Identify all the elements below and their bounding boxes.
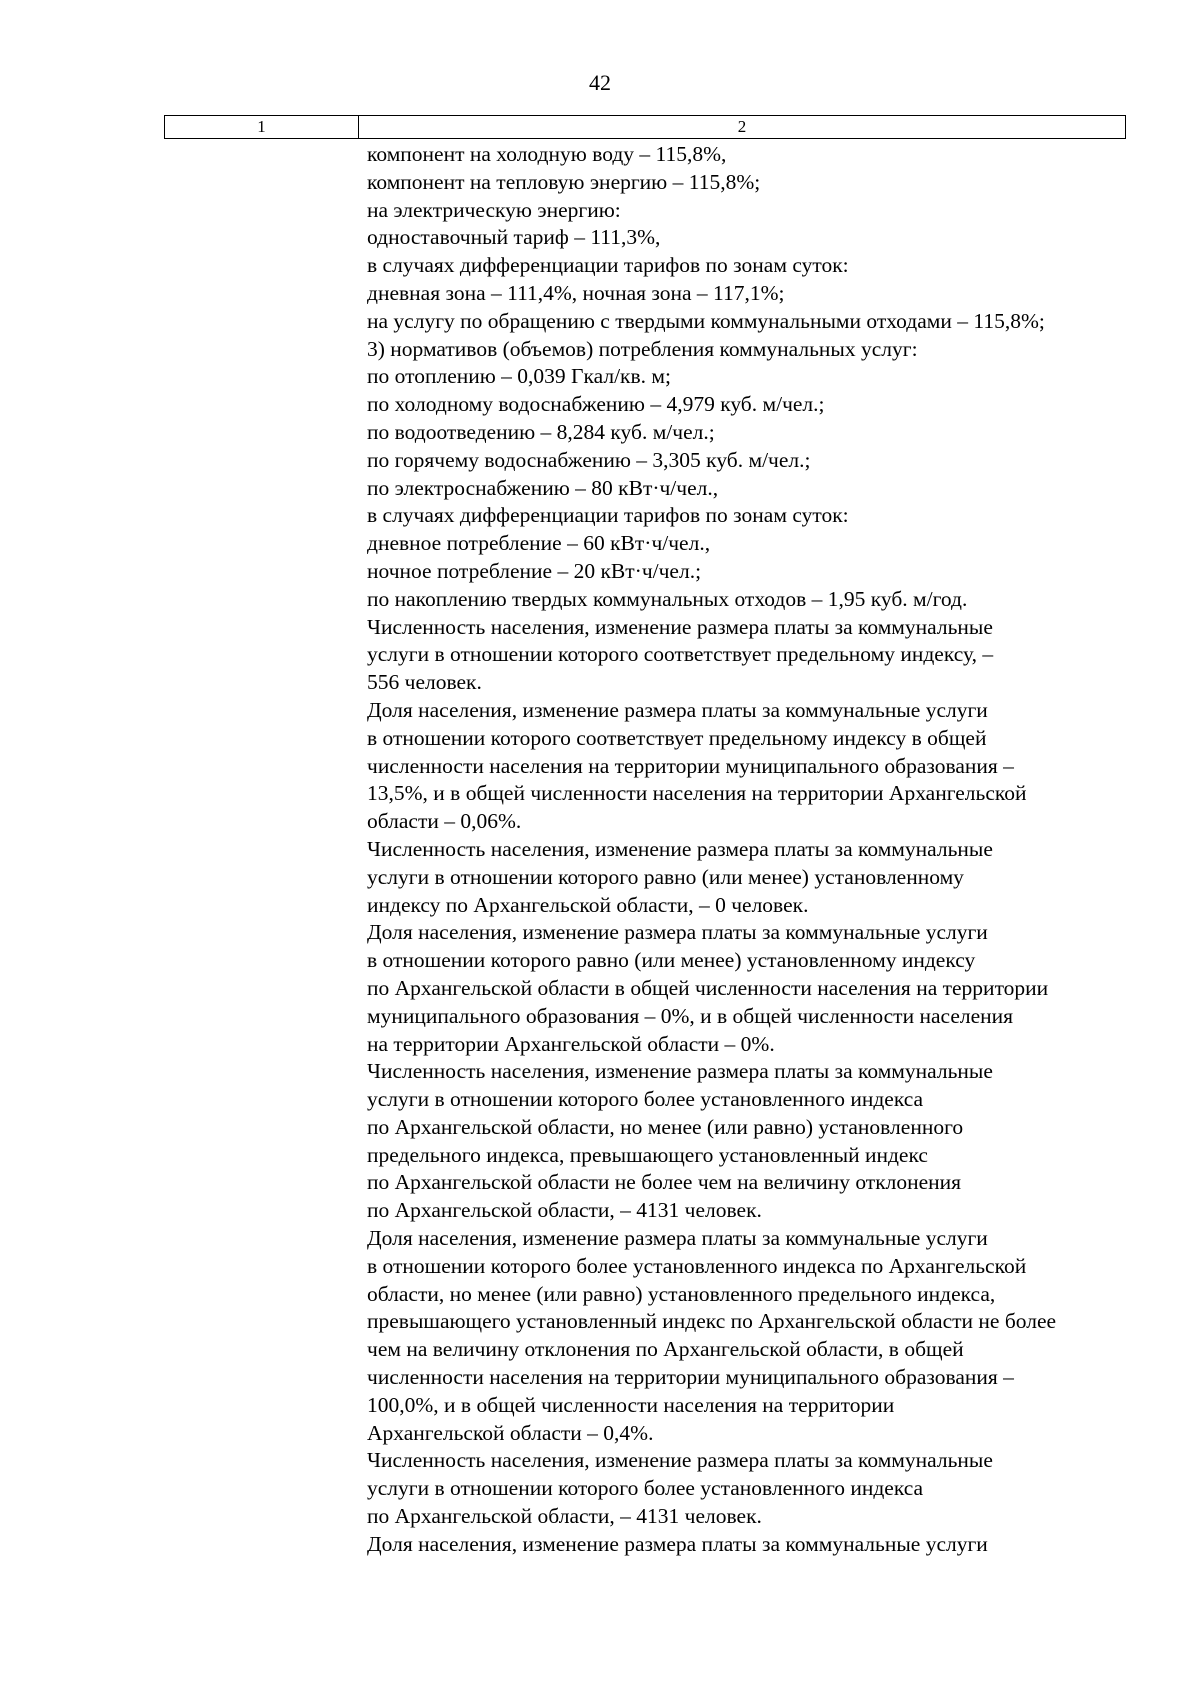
text-line: Численность населения, изменение размера платы за коммунальные	[367, 614, 993, 639]
text-line: Численность населения, изменение размера платы за коммунальные	[367, 1448, 993, 1473]
text-line: компонент на тепловую энергию – 115,8%;	[367, 169, 761, 194]
text-line: 100,0%, и в общей численности населения на территории	[367, 1392, 895, 1417]
text-line: по Архангельской области не более чем на величину отклонения	[367, 1170, 962, 1195]
text-line: 13,5%, и в общей численности населения на территории Архангельской	[367, 781, 1027, 806]
text-line: 556 человек.	[367, 670, 482, 695]
text-line: по холодному водоснабжению – 4,979 куб. м/чел.;	[367, 392, 825, 417]
document-body	[367, 141, 1147, 1559]
text-line: одноставочный тариф – 111,3%,	[367, 225, 661, 250]
text-line: в отношении которого более установленного индекса по Архангельской	[367, 1253, 1027, 1278]
table-header	[164, 115, 1126, 139]
text-line: численности населения на территории муниципального образования –	[367, 753, 1014, 778]
table-header-col1: 1	[165, 116, 359, 138]
text-line: Доля населения, изменение размера платы за коммунальные услуги	[367, 697, 988, 722]
text-line: по электроснабжению – 80 кВт·ч/чел.,	[367, 475, 719, 500]
text-line: ночное потребление – 20 кВт·ч/чел.;	[367, 558, 702, 583]
text-line: Численность населения, изменение размера платы за коммунальные	[367, 836, 993, 861]
text-line: Численность населения, изменение размера платы за коммунальные	[367, 1059, 993, 1084]
text-line: услуги в отношении которого более установленного индекса	[367, 1087, 924, 1112]
text-line: в отношении которого соответствует предельному индексу в общей	[367, 725, 987, 750]
text-line: компонент на холодную воду – 115,8%,	[367, 142, 727, 166]
text-line: муниципального образования – 0%, и в общей численности населения	[367, 1003, 1014, 1028]
text-line: области – 0,06%.	[367, 809, 522, 834]
text-line: по водоотведению – 8,284 куб. м/чел.;	[367, 419, 715, 444]
text-line: в отношении которого равно (или менее) установленному индексу	[367, 948, 976, 973]
text-line: Доля населения, изменение размера платы за коммунальные услуги	[367, 1226, 988, 1251]
text-line: индексу по Архангельской области, – 0 человек.	[367, 892, 809, 917]
text-line: услуги в отношении которого соответствует предельному индексу, –	[367, 642, 994, 667]
text-line: области, но менее (или равно) установленного предельного индекса,	[367, 1281, 996, 1306]
text-line: дневная зона – 111,4%, ночная зона – 117,1%;	[367, 280, 785, 305]
text-line: на услугу по обращению с твердыми коммунальными отходами – 115,8%;	[367, 308, 1045, 333]
text-line: по Архангельской области в общей численности населения на территории	[367, 975, 1049, 1000]
text-line: чем на величину отклонения по Архангельской области, в общей	[367, 1337, 964, 1362]
text-line: по Архангельской области, – 4131 человек.	[367, 1504, 762, 1529]
text-line: предельного индекса, превышающего установленный индекс	[367, 1142, 928, 1167]
text-line: Архангельской области – 0,4%.	[367, 1420, 654, 1445]
text-line: в случаях дифференциации тарифов по зонам суток:	[367, 503, 849, 528]
text-line: услуги в отношении которого более установленного индекса	[367, 1476, 924, 1501]
text-line: по горячему водоснабжению – 3,305 куб. м/чел.;	[367, 447, 811, 472]
text-line: по отоплению – 0,039 Гкал/кв. м;	[367, 364, 671, 389]
text-line: на электрическую энергию:	[367, 197, 621, 222]
text-line: Доля населения, изменение размера платы за коммунальные услуги	[367, 1531, 988, 1556]
text-line: Доля населения, изменение размера платы за коммунальные услуги	[367, 920, 988, 945]
text-line: дневное потребление – 60 кВт·ч/чел.,	[367, 531, 711, 556]
text-line: по Архангельской области, но менее (или равно) установленного	[367, 1114, 964, 1139]
text-line: по накоплению твердых коммунальных отходов – 1,95 куб. м/год.	[367, 586, 968, 611]
page-number: 42	[589, 70, 611, 95]
text-line: численности населения на территории муниципального образования –	[367, 1365, 1014, 1390]
text-line: услуги в отношении которого равно (или менее) установленному	[367, 864, 964, 889]
text-line: превышающего установленный индекс по Архангельской области не более	[367, 1309, 1057, 1334]
text-line: по Архангельской области, – 4131 человек.	[367, 1198, 762, 1223]
table-header-col2: 2	[737, 117, 747, 136]
text-line: на территории Архангельской области – 0%.	[367, 1031, 775, 1056]
text-line: 3) нормативов (объемов) потребления коммунальных услуг:	[367, 336, 918, 361]
text-line: в случаях дифференциации тарифов по зонам суток:	[367, 253, 849, 278]
